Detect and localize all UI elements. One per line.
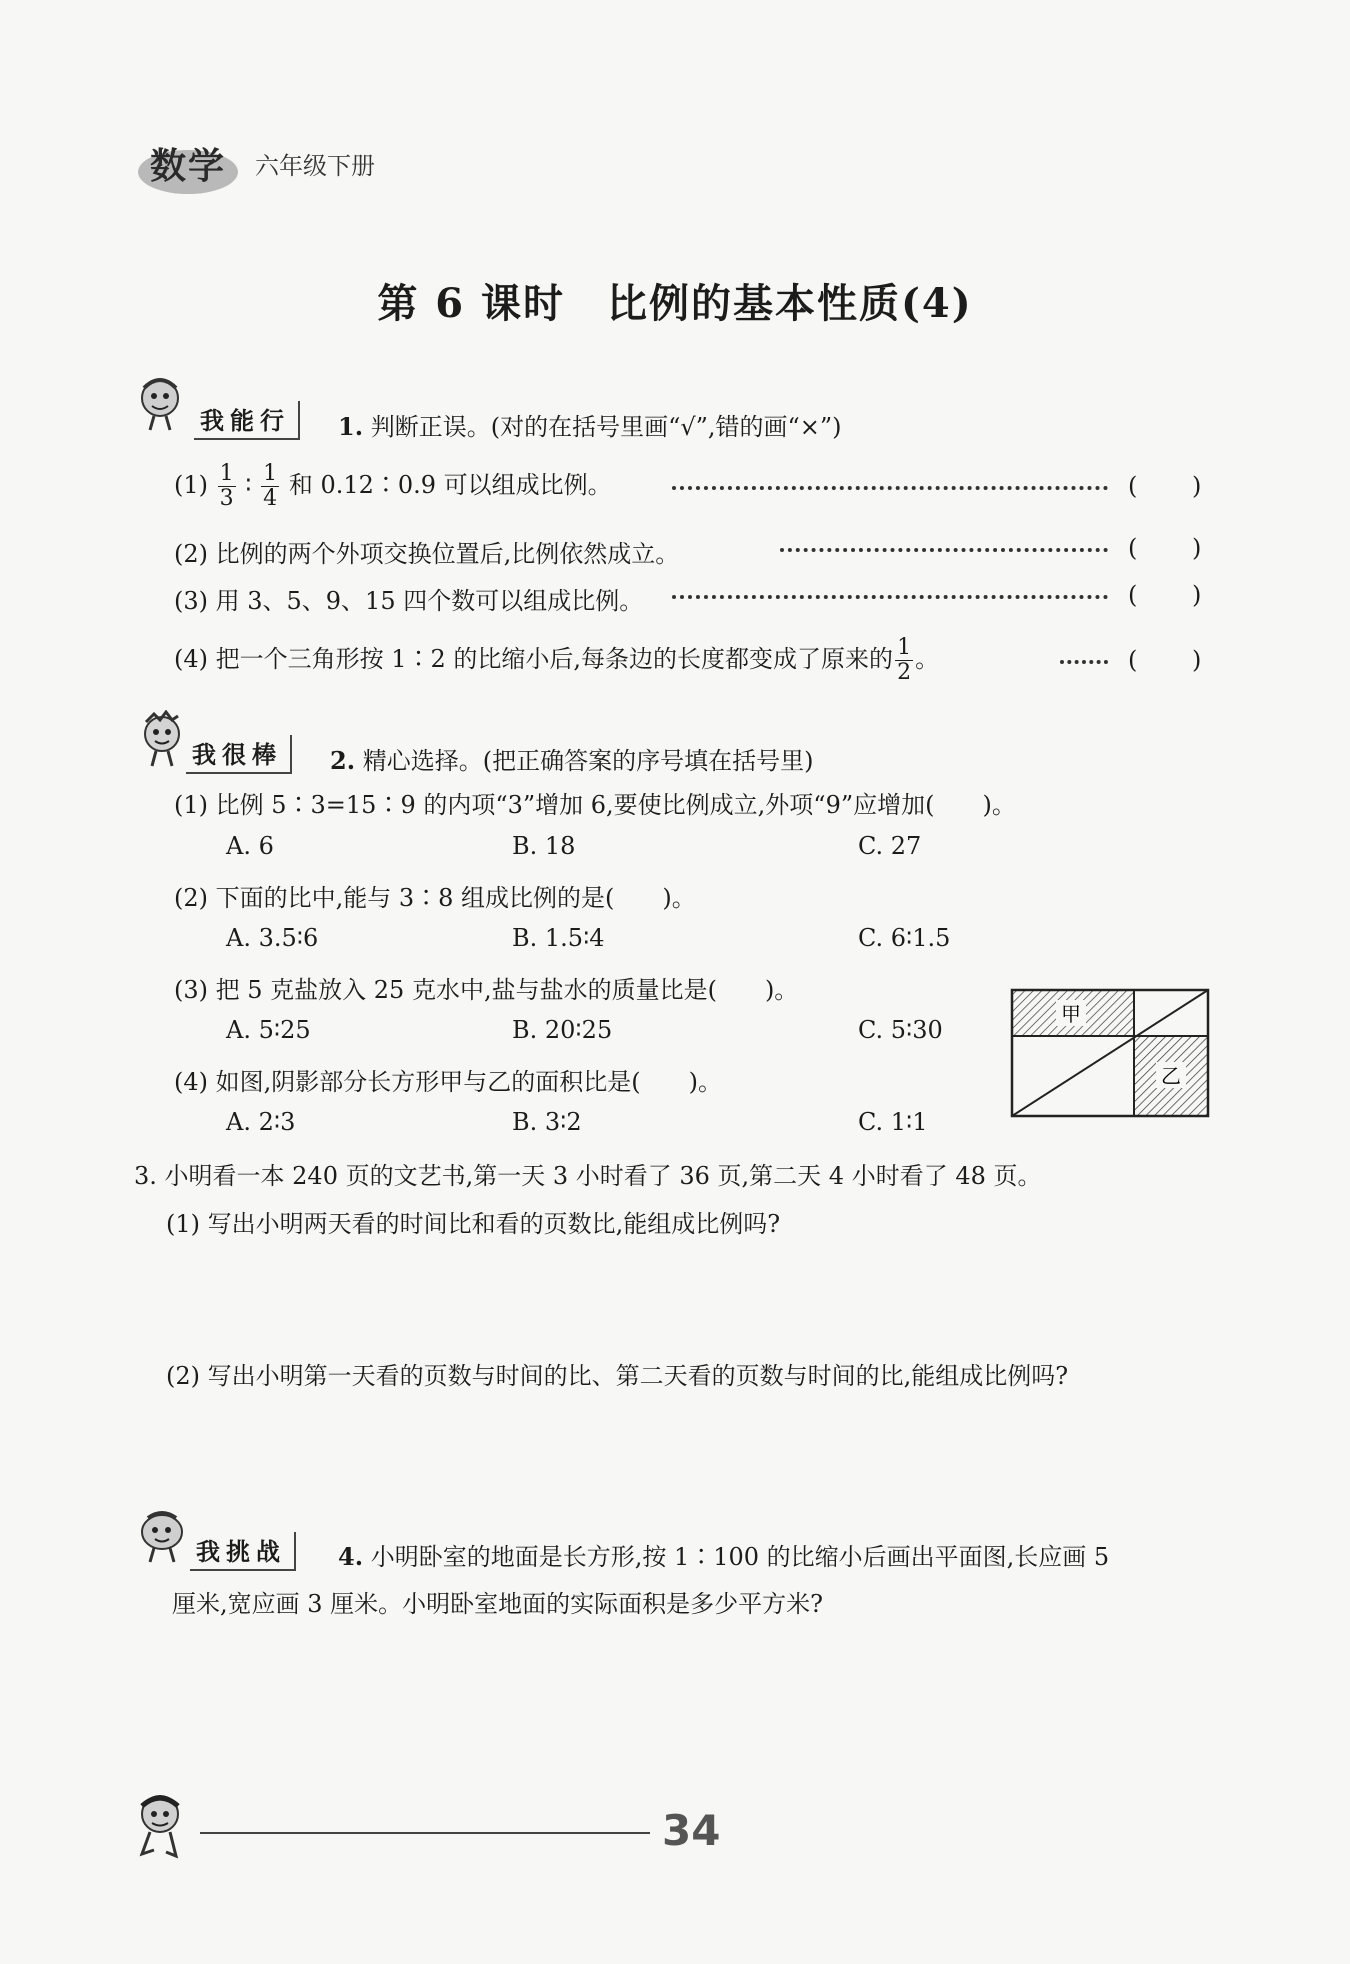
q1-heading — [338, 407, 842, 442]
answer-paren-open: ( — [1128, 534, 1138, 562]
q2-item-2-option-a: A. 3.5∶6 — [226, 924, 319, 952]
q3-sub-1: (1) 写出小明两天看的时间比和看的页数比,能组成比例吗? — [166, 1210, 781, 1238]
section-badge-wonengxing: 我能行 — [194, 401, 300, 440]
child-mascot-icon — [134, 1508, 192, 1566]
answer-paren-close: ) — [1192, 581, 1202, 609]
numerator: 1 — [263, 461, 278, 486]
q2-item-1-option-b: B. 18 — [512, 832, 576, 860]
fraction-one-half — [895, 636, 913, 685]
q2-heading — [330, 741, 813, 776]
q1-number: 1. — [338, 412, 364, 441]
leader-dots — [1060, 660, 1108, 664]
grade-label: 六年级下册 — [255, 152, 375, 180]
q2-item-4-option-b: B. 3∶2 — [512, 1108, 582, 1136]
answer-paren-close: ) — [1192, 534, 1202, 562]
fraction-one-third — [218, 462, 236, 511]
fraction-one-fourth — [261, 462, 279, 511]
page-number: 34 — [662, 1806, 721, 1855]
q1-item-1 — [174, 462, 612, 511]
q2-item-3-option-a: A. 5∶25 — [226, 1016, 311, 1044]
numerator: 1 — [897, 635, 912, 660]
section-badge-wotiaozhan: 我挑战 — [190, 1532, 296, 1571]
q2-item-4-option-a: A. 2∶3 — [226, 1108, 296, 1136]
leader-dots — [780, 548, 1108, 552]
q4-line-1 — [338, 1537, 1109, 1572]
lesson-title: 第 6 课时 比例的基本性质(4) — [377, 280, 973, 327]
q2-item-3-stem: (3) 把 5 克盐放入 25 克水中,盐与盐水的质量比是( )。 — [174, 976, 799, 1004]
q3-sub-2: (2) 写出小明第一天看的页数与时间的比、第二天看的页数与时间的比,能组成比例吗? — [166, 1362, 1069, 1390]
q4-line-2: 厘米,宽应画 3 厘米。小明卧室地面的实际面积是多少平方米? — [172, 1590, 824, 1618]
q4-number: 4. — [338, 1542, 364, 1571]
q2-item-4-stem: (4) 如图,阴影部分长方形甲与乙的面积比是( )。 — [174, 1068, 722, 1096]
q2-item-1-stem: (1) 比例 5∶3=15∶9 的内项“3”增加 6,要使比例成立,外项“9”应增加( )。 — [174, 791, 1016, 819]
answer-paren-close: ) — [1192, 646, 1202, 674]
q1-item-1-text: 和 0.12∶0.9 可以组成比例。 — [288, 471, 612, 499]
footer-rule — [200, 1832, 650, 1834]
answer-paren-close: ) — [1192, 472, 1202, 500]
answer-paren-open: ( — [1128, 581, 1138, 609]
q2-item-2-option-c: C. 6∶1.5 — [858, 924, 951, 952]
numerator: 1 — [219, 461, 234, 486]
girl-mascot-icon — [134, 374, 192, 432]
q2-item-3-option-b: B. 20∶25 — [512, 1016, 613, 1044]
q2-item-2-stem: (2) 下面的比中,能与 3∶8 组成比例的是( )。 — [174, 884, 696, 912]
footer-mascot-icon — [130, 1790, 196, 1862]
denominator: 4 — [263, 486, 278, 511]
q2-item-1-option-a: A. 6 — [226, 832, 274, 860]
denominator: 2 — [897, 660, 912, 685]
ratio-colon: ∶ — [245, 471, 252, 499]
leader-dots — [672, 595, 1108, 599]
q4-text-1: 小明卧室的地面是长方形,按 1∶100 的比缩小后画出平面图,长应画 5 — [370, 1543, 1110, 1571]
subject-label: 数学 — [150, 146, 227, 187]
answer-paren-open: ( — [1128, 472, 1138, 500]
q1-instruction: 判断正误。(对的在括号里画“√”,错的画“×”) — [370, 413, 842, 441]
q2-instruction: 精心选择。(把正确答案的序号填在括号里) — [362, 747, 814, 775]
q1-item-4-end: 。 — [915, 645, 940, 673]
q1-item-1-number: (1) — [174, 471, 208, 499]
denominator: 3 — [219, 486, 234, 511]
q2-item-4-option-c: C. 1∶1 — [858, 1108, 928, 1136]
section-badge-wohenbang: 我很棒 — [186, 735, 292, 774]
q3-heading: 3. 小明看一本 240 页的文艺书,第一天 3 小时看了 36 页,第二天 4 小时看了 48 页。 — [134, 1162, 1042, 1190]
q1-item-4-text: (4) 把一个三角形按 1∶2 的比缩小后,每条边的长度都变成了原来的 — [174, 645, 894, 673]
q1-item-4 — [174, 636, 939, 685]
label-yi: 乙 — [1161, 1064, 1181, 1088]
q2-item-3-option-c: C. 5∶30 — [858, 1016, 943, 1044]
boy-mascot-icon — [134, 710, 192, 768]
answer-paren-open: ( — [1128, 646, 1138, 674]
label-jia: 甲 — [1061, 1002, 1081, 1026]
q2-number: 2. — [330, 746, 356, 775]
rectangle-diagram — [1010, 988, 1210, 1118]
leader-dots — [672, 486, 1108, 490]
q2-item-2-option-b: B. 1.5∶4 — [512, 924, 605, 952]
q1-item-2: (2) 比例的两个外项交换位置后,比例依然成立。 — [174, 540, 680, 568]
q1-item-3: (3) 用 3、5、9、15 四个数可以组成比例。 — [174, 587, 644, 615]
q2-item-1-option-c: C. 27 — [858, 832, 922, 860]
